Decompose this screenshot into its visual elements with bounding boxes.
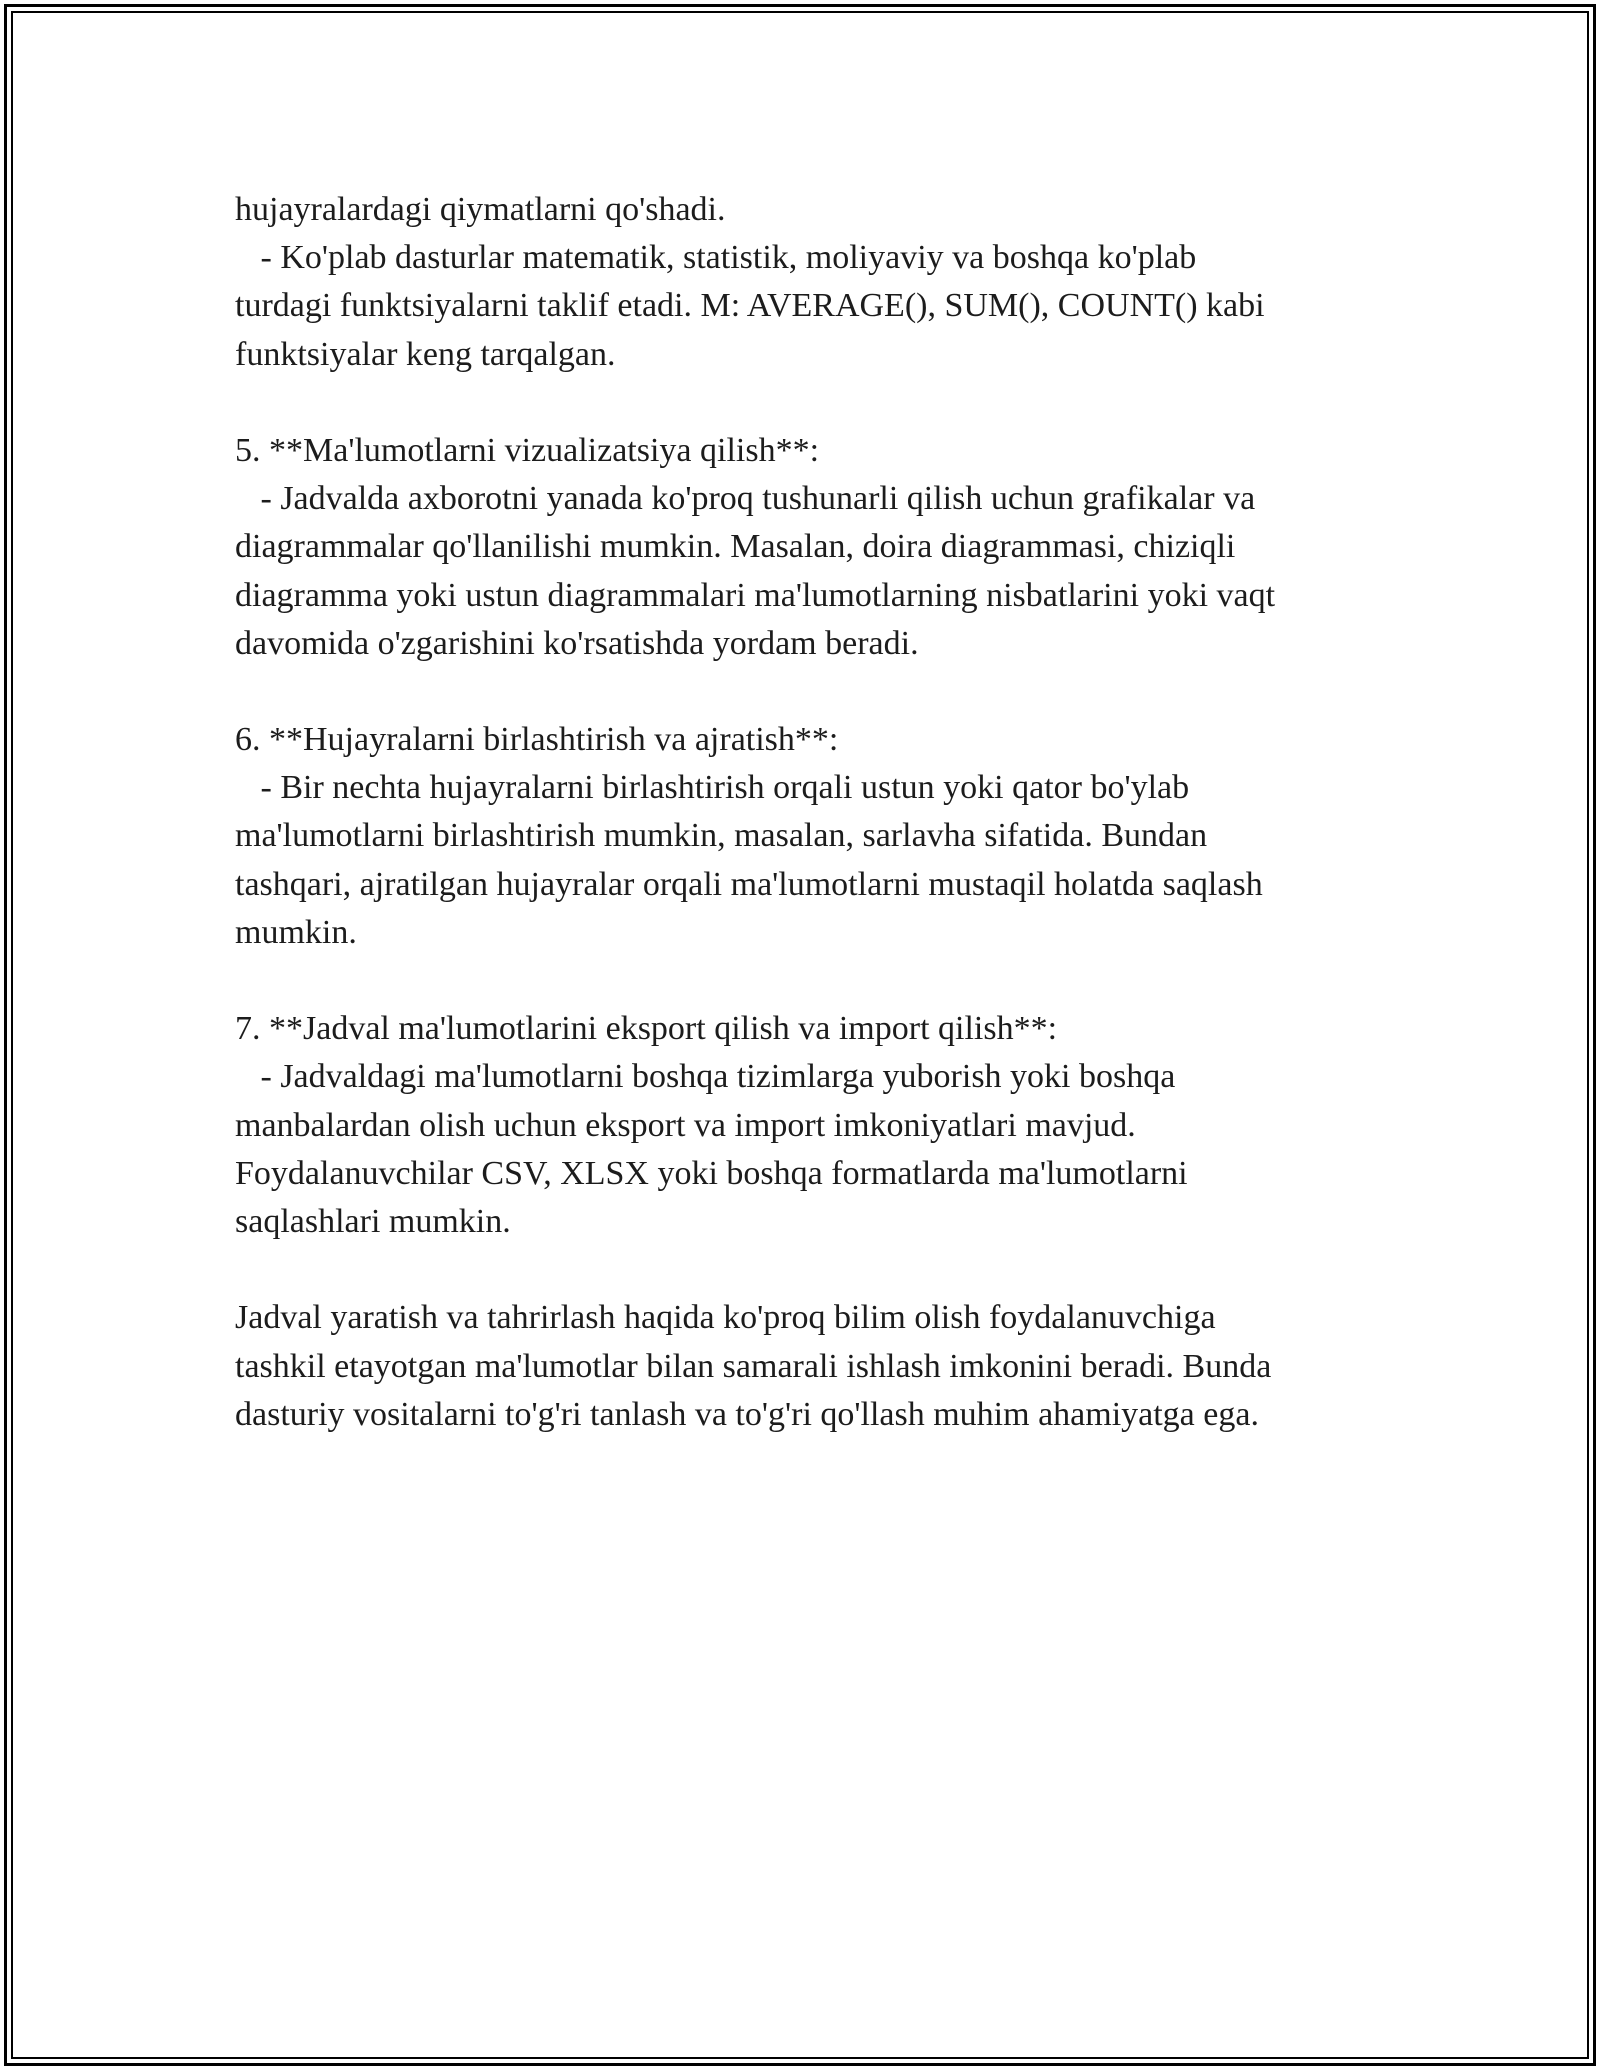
conclusion-paragraph: [235, 1294, 1365, 1439]
text-line: manbalardan olish uchun eksport va import imkoniyatlari mavjud.: [235, 1106, 1136, 1144]
section-heading: 6. **Hujayralarni birlashtirish va ajratish**:: [235, 721, 839, 759]
text-line: hujayralardagi qiymatlarni qo'shadi.: [235, 191, 726, 228]
text-line: Foydalanuvchilar CSV, XLSX yoki boshqa formatlarda ma'lumotlarni: [235, 1154, 1188, 1192]
text-line: davomida o'zgarishini ko'rsatishda yordam beradi.: [235, 624, 919, 662]
text-line: - Jadvalda axborotni yanada ko'proq tushunarli qilish uchun grafikalar va: [235, 480, 1256, 518]
text-line: tashkil etayotgan ma'lumotlar bilan samarali ishlash imkonini beradi. Bunda: [235, 1347, 1272, 1385]
paragraph-continuation: [235, 186, 1365, 379]
section-7: [235, 1005, 1365, 1246]
paragraph-spacer: [235, 668, 1365, 716]
section-5: [235, 427, 1365, 668]
text-line: - Ko'plab dasturlar matematik, statistik, moliyaviy va boshqa ko'plab: [235, 239, 1197, 277]
section-heading: 5. **Ma'lumotlarni vizualizatsiya qilish**:: [235, 431, 820, 469]
text-line: dasturiy vositalarni to'g'ri tanlash va to'g'ri qo'llash muhim ahamiyatga ega.: [235, 1395, 1259, 1433]
text-line: tashqari, ajratilgan hujayralar orqali ma'lumotlarni mustaqil holatda saqlash: [235, 865, 1263, 903]
document-body: [235, 186, 1365, 1439]
text-line: - Jadvaldagi ma'lumotlarni boshqa tizimlarga yuborish yoki boshqa: [235, 1058, 1176, 1096]
section-6: [235, 716, 1365, 957]
paragraph-spacer: [235, 1246, 1365, 1294]
text-line: funktsiyalar keng tarqalgan.: [235, 335, 616, 373]
paragraph-spacer: [235, 957, 1365, 1005]
text-line: - Bir nechta hujayralarni birlashtirish orqali ustun yoki qator bo'ylab: [235, 769, 1190, 807]
text-line: turdagi funktsiyalarni taklif etadi. M: AVERAGE(), SUM(), COUNT() kabi: [235, 287, 1265, 325]
text-line: Jadval yaratish va tahrirlash haqida ko'proq bilim olish foydalanuvchiga: [235, 1299, 1216, 1337]
text-line: saqlashlari mumkin.: [235, 1202, 511, 1240]
section-heading: 7. **Jadval ma'lumotlarini eksport qilish va import qilish**:: [235, 1010, 1058, 1048]
text-line: diagrammalar qo'llanilishi mumkin. Masalan, doira diagrammasi, chiziqli: [235, 528, 1236, 566]
paragraph-spacer: [235, 379, 1365, 427]
text-line: ma'lumotlarni birlashtirish mumkin, masalan, sarlavha sifatida. Bundan: [235, 817, 1208, 855]
text-line: diagramma yoki ustun diagrammalari ma'lumotlarning nisbatlarini yoki vaqt: [235, 576, 1276, 614]
text-line: mumkin.: [235, 913, 357, 951]
